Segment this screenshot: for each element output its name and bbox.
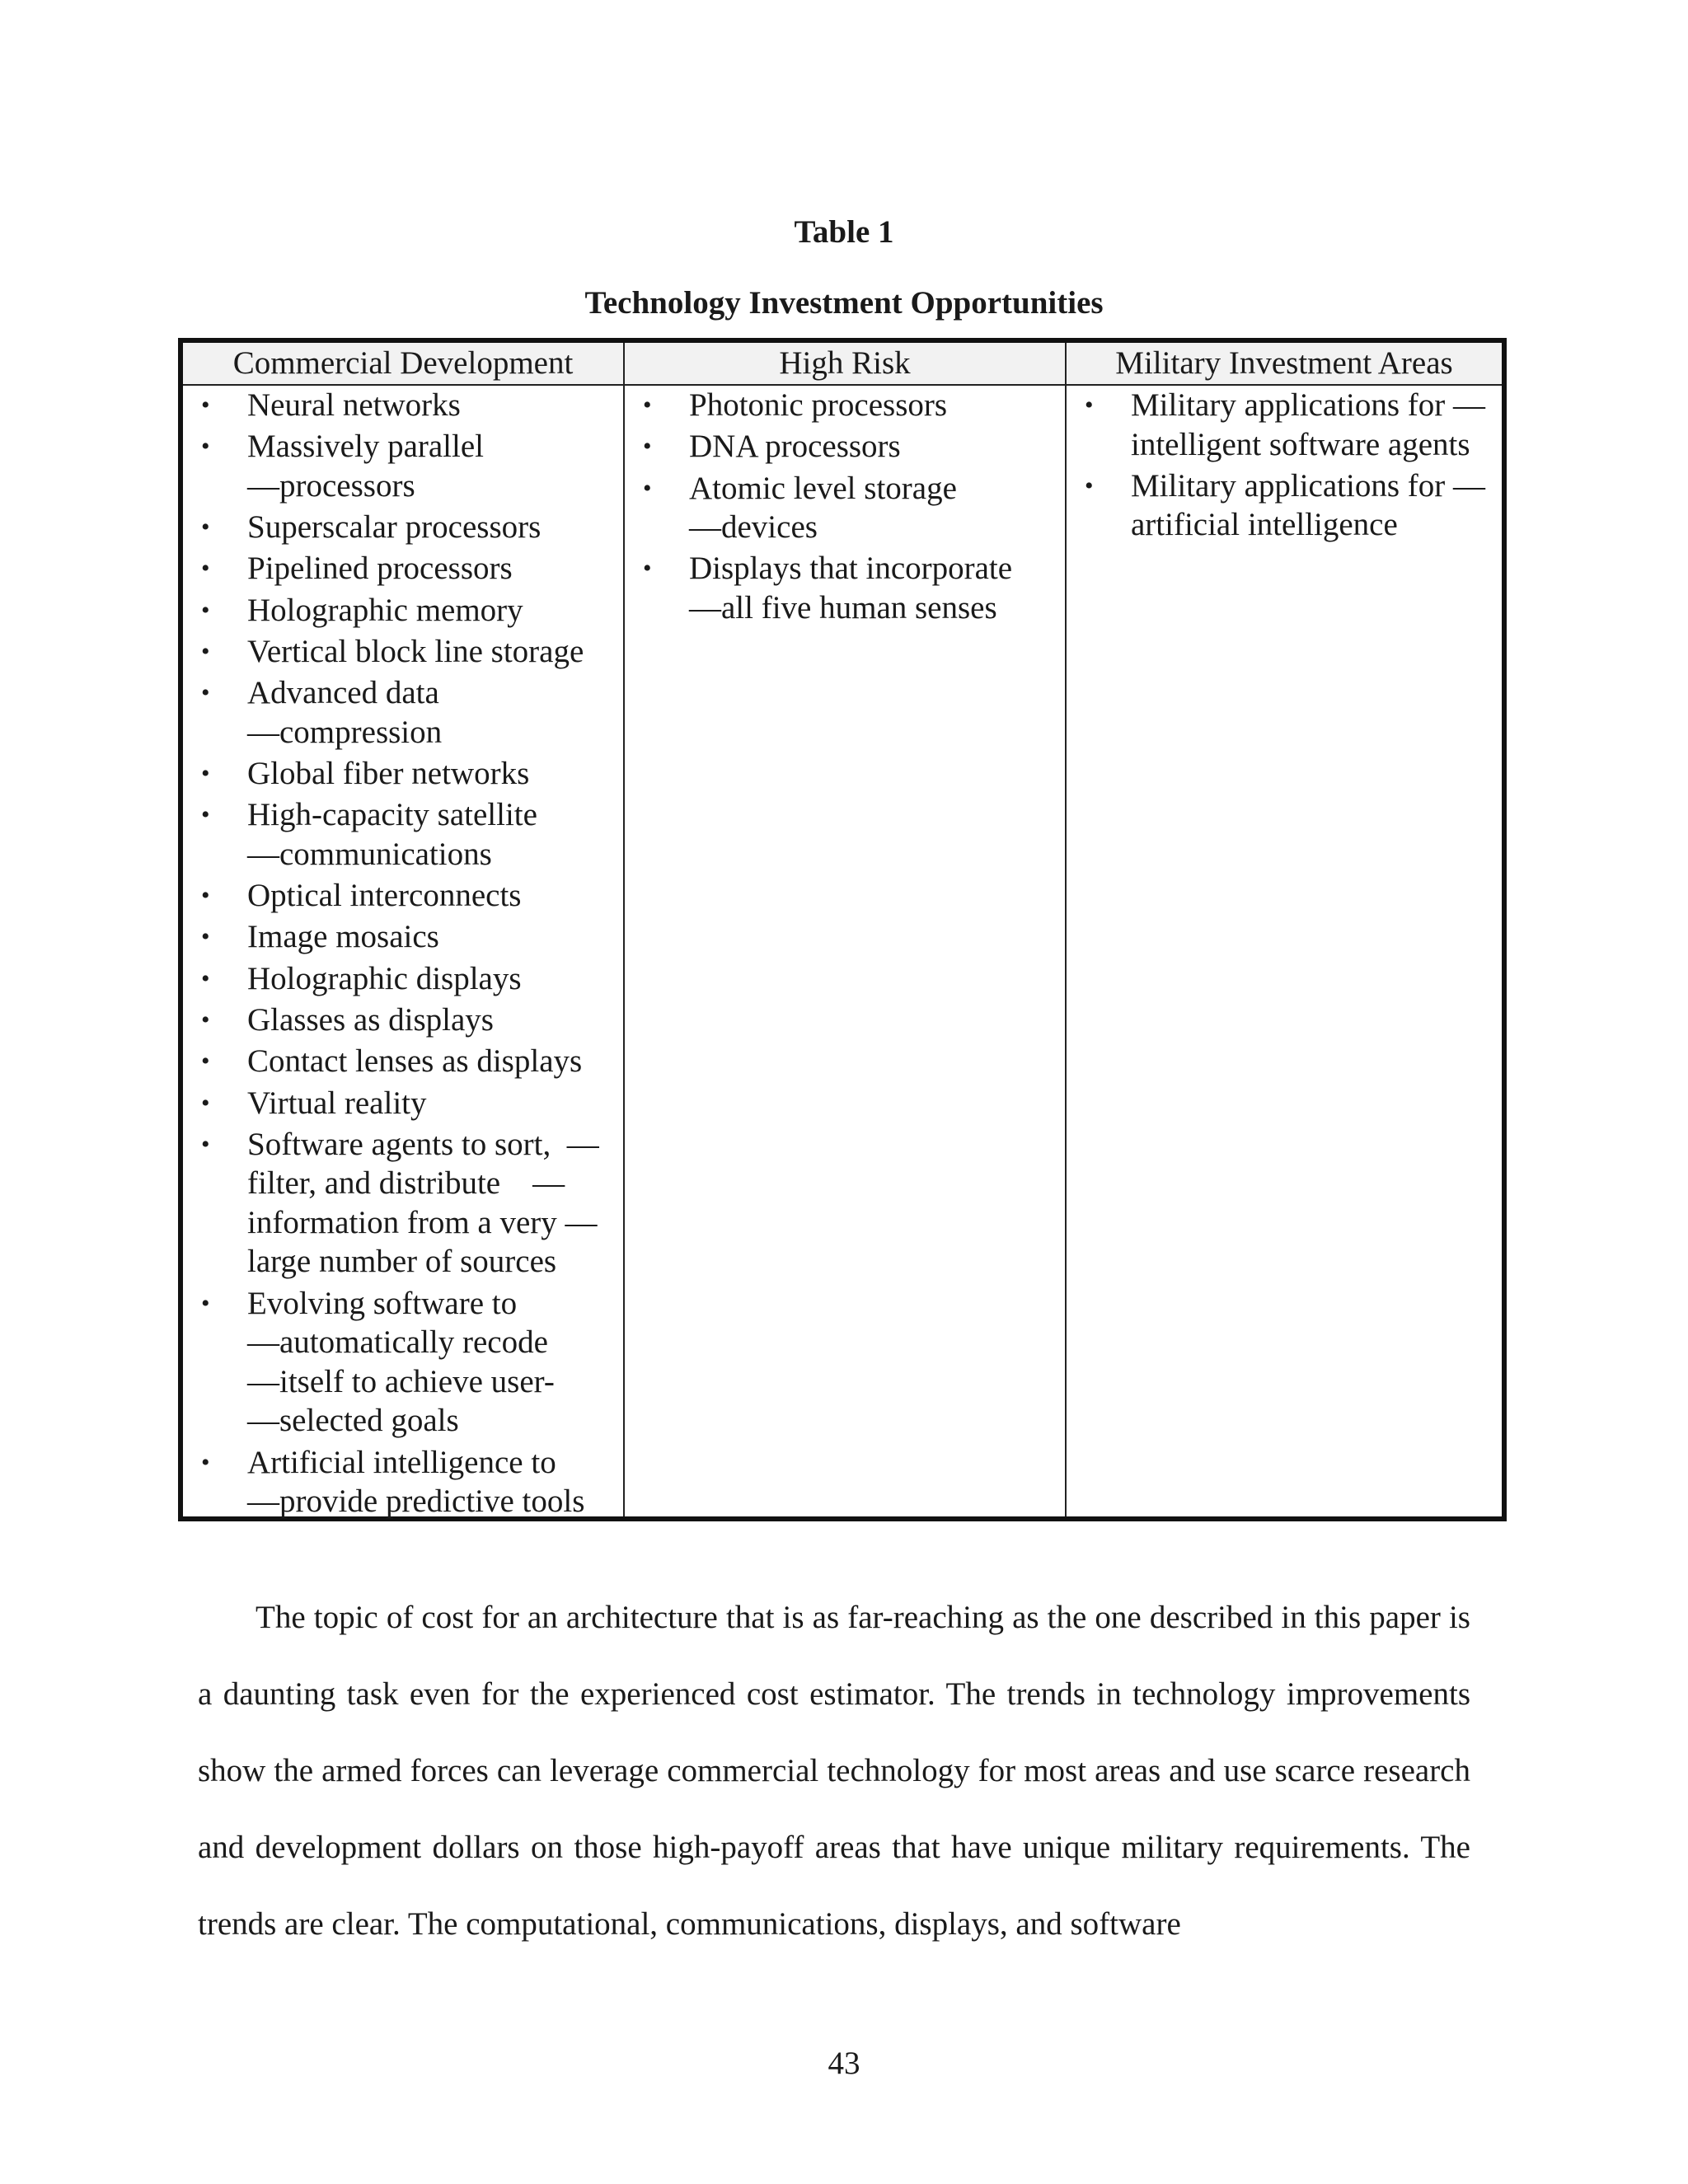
list-item bbox=[183, 1125, 615, 1282]
list-item-text: Glasses as displays bbox=[247, 1002, 494, 1038]
list-item-text: Displays that incorporate —all five human senses bbox=[689, 551, 1013, 626]
page-number: 43 bbox=[828, 2046, 860, 2081]
list-item bbox=[183, 386, 615, 425]
list-item-text: Advanced data —compression bbox=[247, 675, 443, 750]
list-item bbox=[625, 386, 1057, 425]
item-list bbox=[1067, 386, 1502, 545]
bullet-icon: • bbox=[201, 760, 210, 788]
bullet-icon: • bbox=[1085, 391, 1094, 419]
list-item bbox=[625, 549, 1057, 627]
list-item-text: Contact lenses as displays bbox=[247, 1043, 583, 1080]
bullet-icon: • bbox=[201, 1089, 210, 1117]
list-item-text: Military applications for — artificial intelligence bbox=[1131, 467, 1485, 543]
list-item bbox=[183, 549, 615, 588]
list-item bbox=[625, 427, 1057, 466]
technology-investment-table bbox=[178, 338, 1507, 1521]
bullet-icon: • bbox=[201, 882, 210, 910]
list-item-text: Evolving software to —automatically recode —itself to achieve user- —selected goals bbox=[247, 1285, 555, 1439]
bullet-icon: • bbox=[1085, 471, 1094, 499]
list-item-text: Virtual reality bbox=[247, 1085, 427, 1121]
list-item-text: Image mosaics bbox=[247, 919, 439, 955]
list-item bbox=[183, 1001, 615, 1040]
list-item-text: Pipelined processors bbox=[247, 551, 513, 587]
list-item bbox=[183, 795, 615, 874]
list-item bbox=[183, 1284, 615, 1441]
list-item bbox=[1067, 386, 1493, 464]
list-item bbox=[183, 1084, 615, 1123]
list-item-text: Global fiber networks bbox=[247, 756, 530, 792]
bullet-icon: • bbox=[643, 474, 652, 502]
list-item bbox=[183, 1042, 615, 1081]
list-item-text: Massively parallel —processors bbox=[247, 429, 484, 504]
list-item-text: Neural networks bbox=[247, 387, 461, 423]
bullet-icon: • bbox=[643, 433, 652, 461]
bullet-icon: • bbox=[201, 923, 210, 951]
list-item-text: DNA processors bbox=[689, 429, 901, 465]
body-paragraph: The topic of cost for an architecture that is as far-reaching as the one described in this paper is a daunting task even for the experienced cost estimator. The trends in technology improvements show the armed forces can leverage commercial technology for most areas and use scarce research and development dollars on those high-payoff areas that have unique military requirements. The trends are clear. The computational, communications, displays, and software bbox=[198, 1600, 1470, 1942]
item-list bbox=[183, 386, 623, 1521]
list-item-text: Military applications for — intelligent software agents bbox=[1131, 387, 1485, 462]
table-column-military-investment-areas bbox=[1067, 343, 1502, 1516]
column-header: High Risk bbox=[625, 343, 1065, 386]
bullet-icon: • bbox=[201, 1289, 210, 1317]
list-item bbox=[183, 427, 615, 505]
list-item-text: Atomic level storage —devices bbox=[689, 470, 957, 546]
bullet-icon: • bbox=[201, 433, 210, 461]
list-item bbox=[625, 469, 1057, 547]
list-item-text: Software agents to sort, — filter, and distribute — information from a very — large number of sources bbox=[247, 1126, 599, 1280]
table-title: Technology Investment Opportunities bbox=[584, 285, 1104, 321]
bullet-icon: • bbox=[643, 391, 652, 419]
column-header: Commercial Development bbox=[183, 343, 623, 386]
list-item-text: Optical interconnects bbox=[247, 878, 522, 914]
bullet-icon: • bbox=[201, 513, 210, 541]
table-column-commercial-development bbox=[183, 343, 625, 1520]
bullet-icon: • bbox=[201, 391, 210, 419]
bullet-icon: • bbox=[201, 555, 210, 583]
list-item bbox=[183, 959, 615, 999]
table-label: Table 1 bbox=[794, 214, 894, 250]
list-item-text: High-capacity satellite —communications bbox=[247, 797, 537, 872]
bullet-icon: • bbox=[201, 1047, 210, 1076]
bullet-icon: • bbox=[201, 1448, 210, 1476]
list-item-text: Vertical block line storage bbox=[247, 633, 584, 669]
bullet-icon: • bbox=[201, 637, 210, 665]
list-item bbox=[183, 673, 615, 752]
list-item bbox=[183, 591, 615, 630]
list-item-text: Holographic displays bbox=[247, 960, 522, 996]
column-header: Military Investment Areas bbox=[1067, 343, 1502, 386]
list-item bbox=[1067, 466, 1493, 545]
list-item bbox=[183, 754, 615, 794]
list-item bbox=[183, 876, 615, 916]
bullet-icon: • bbox=[201, 679, 210, 707]
list-item-text: Holographic memory bbox=[247, 592, 523, 628]
item-list bbox=[625, 386, 1065, 627]
list-item bbox=[183, 508, 615, 547]
list-item bbox=[183, 917, 615, 957]
table-column-high-risk bbox=[625, 343, 1067, 1516]
list-item-text: Photonic processors bbox=[689, 387, 948, 423]
bullet-icon: • bbox=[201, 1130, 210, 1158]
bullet-icon: • bbox=[201, 964, 210, 992]
list-item-text: Superscalar processors bbox=[247, 509, 542, 546]
bullet-icon: • bbox=[201, 596, 210, 624]
bullet-icon: • bbox=[643, 555, 652, 583]
list-item bbox=[183, 1443, 615, 1521]
list-item bbox=[183, 632, 615, 672]
list-item-text: Artificial intelligence to —provide predictive tools bbox=[247, 1444, 585, 1520]
bullet-icon: • bbox=[201, 801, 210, 829]
bullet-icon: • bbox=[201, 1006, 210, 1034]
